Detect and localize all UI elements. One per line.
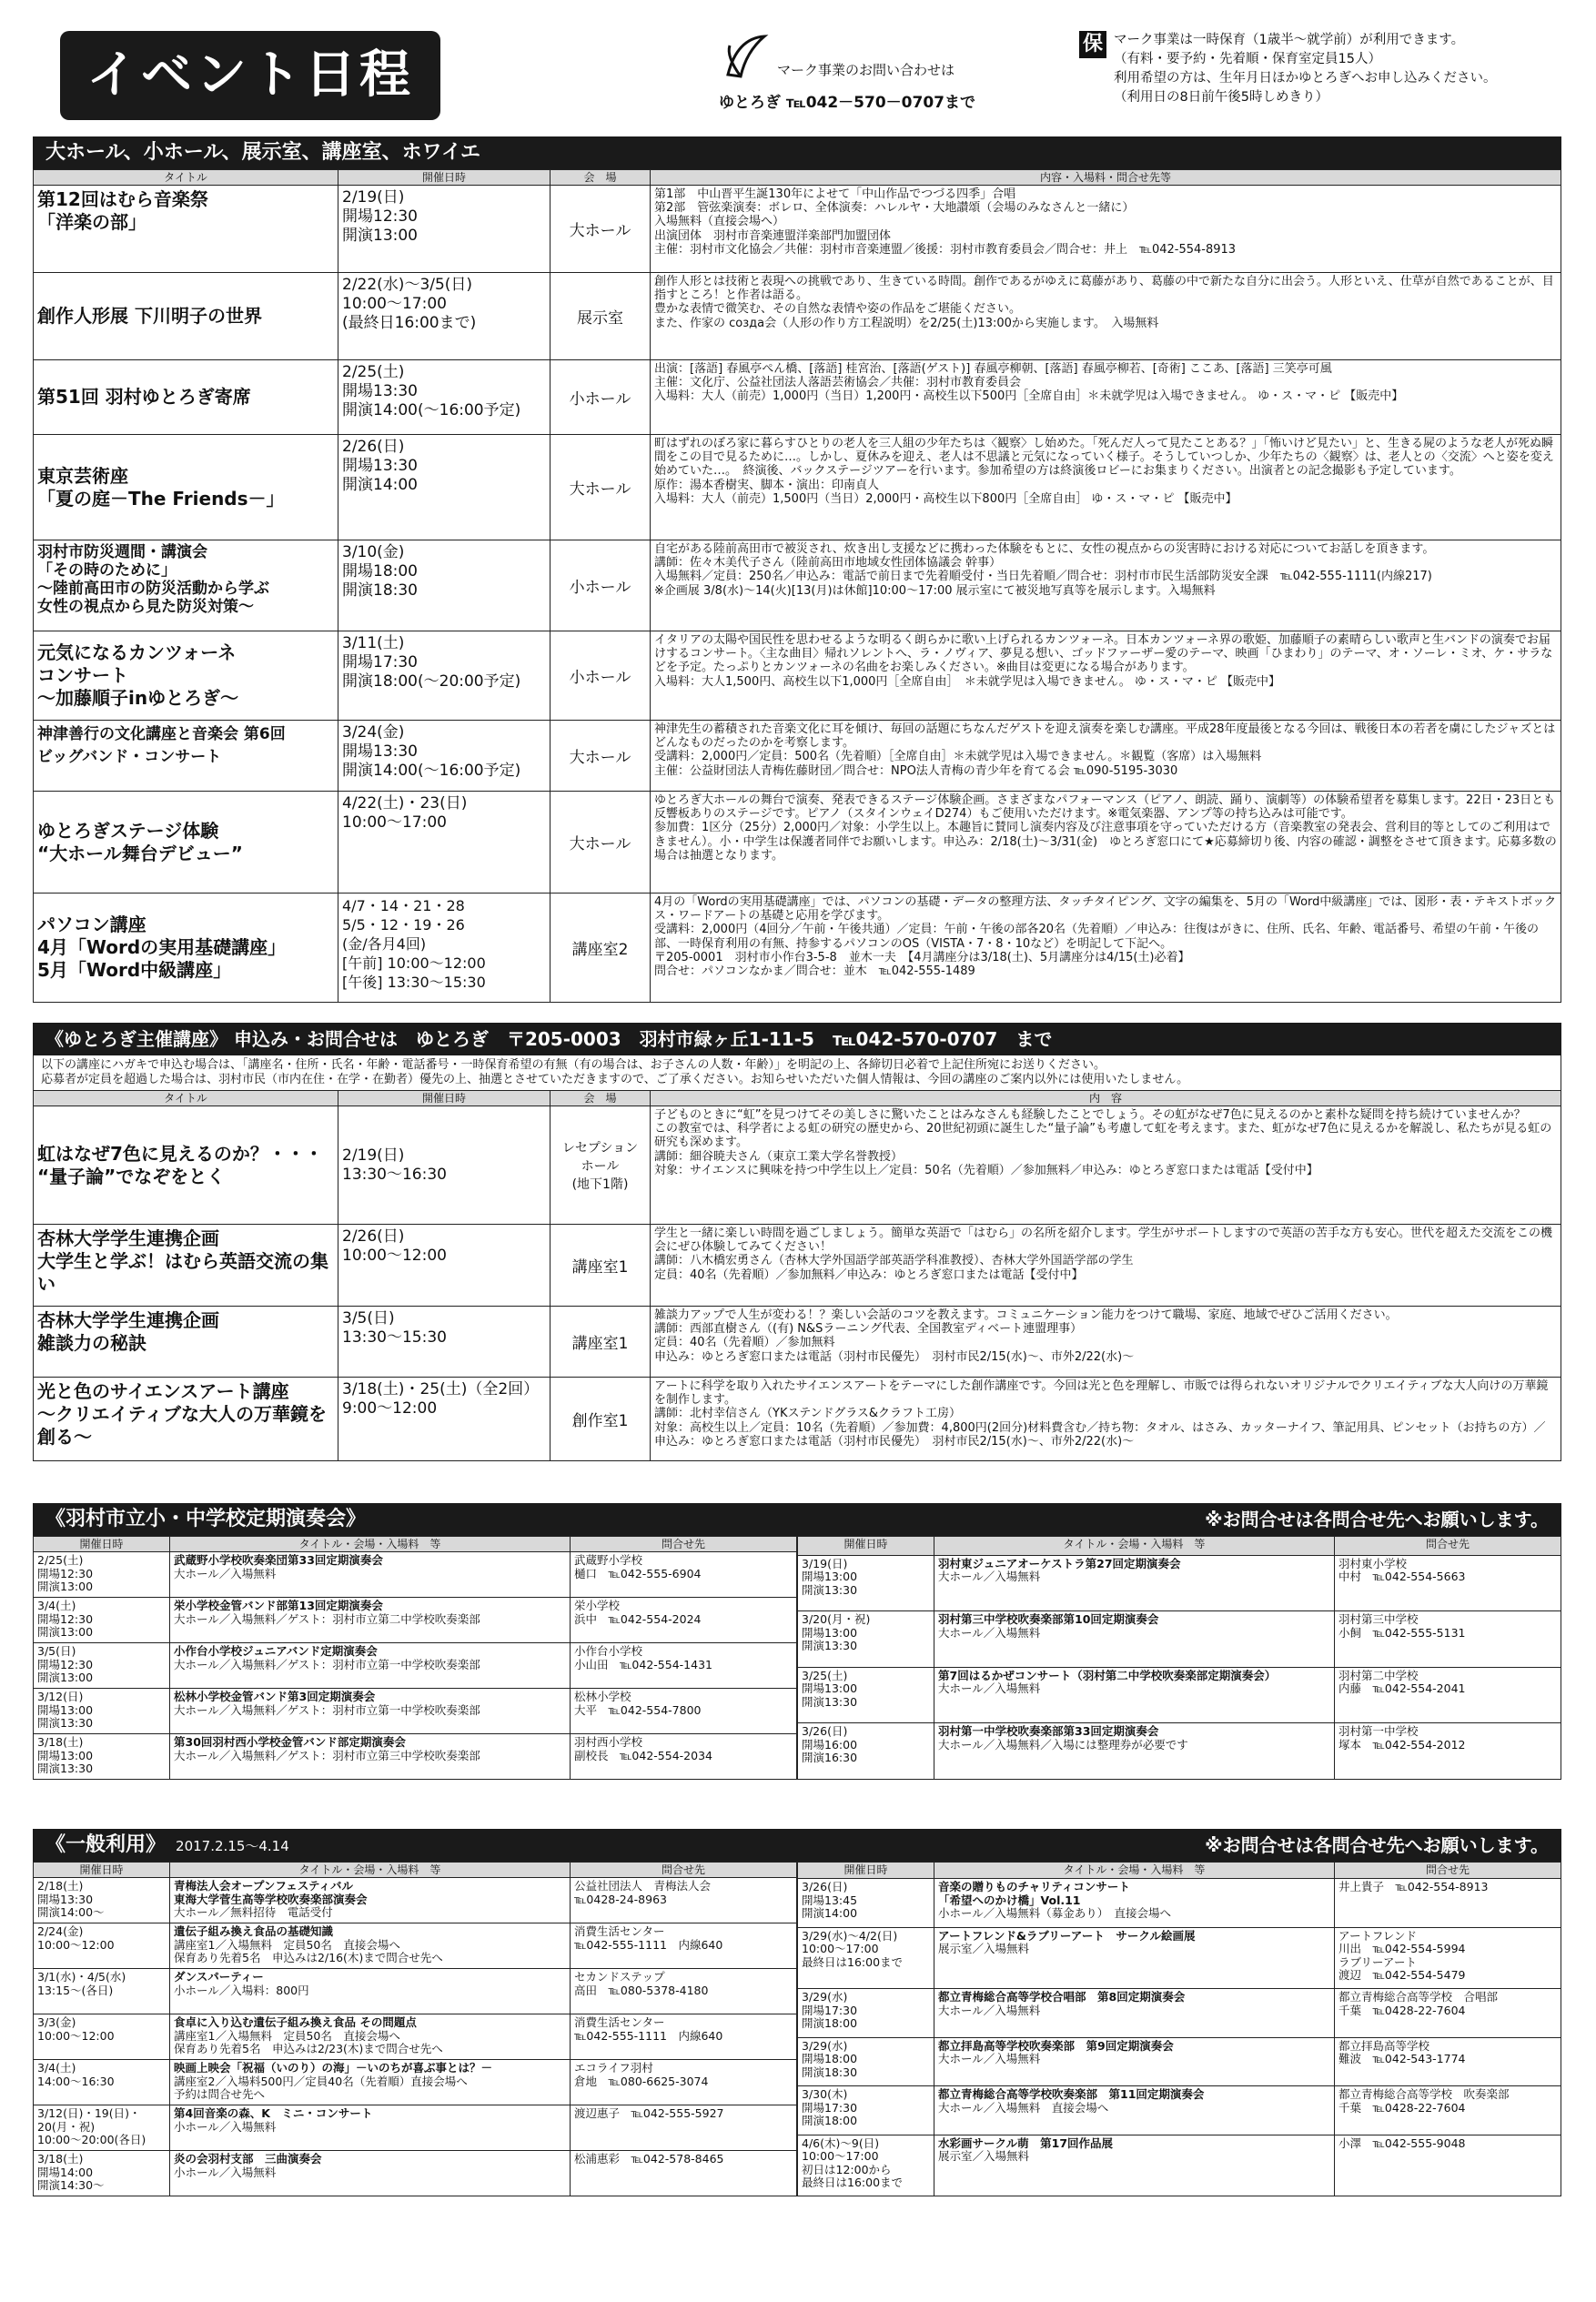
use-name: 食卓に入り込む遺伝子組み換え食品 その問題点 [174,2015,417,2029]
col-inquiry: 問合せ先 [1335,1863,1561,1879]
use-inquiry: 公益社団法人 青梅法人会 ℡0428-24-8963 [571,1878,797,1923]
table-row [34,1734,797,1780]
course-date: 3/18(土)・25(土)（全2回） 9:00～12:00 [338,1378,551,1461]
concert-name: 小作台小学校ジュニアバンド定期演奏会 [174,1644,378,1658]
general-period: 2017.2.15～4.14 [176,1838,289,1854]
col-date: 開催日時 [34,1537,170,1552]
course-content: アートに科学を取り入れたサイエンスアートをテーマにした創作講座です。今回は光と色を理解し、市販では得られないオリジナルでクリエイティブな大人向けの万華鏡を制作します。 講師：北村幸信さん（YKステンドグラス&クラフト工房） 対象：高校生以上／定員：10名（先着順）／参加費：4,800円(2回分)材料費含む／持ち物：タオル、はさみ、カッターナイフ、筆記用具、ピンセット（お持ちの方）／申込み：ゆとろぎ窓口または電話（羽村市民優先） 羽村市民2/15(水)～、市外2/22(水)～ [651,1378,1561,1461]
event-title: 第12回はむら音楽祭 「洋楽の部」 [34,186,338,273]
table-row [34,540,1561,631]
course-venue: レセプション ホール (地下1階) [551,1106,651,1225]
concert-inquiry: 羽村東小学校 中村 ℡042-554-5663 [1335,1555,1561,1611]
concert-inquiry: 栄小学校 浜中 ℡042-554-2024 [571,1598,797,1643]
section-yutorogi-courses [33,1023,1561,1461]
concert-name: 栄小学校金管バンド部第13回定期演奏会 [174,1599,383,1612]
table-row [34,1552,797,1598]
use-name: アートフレンド&ラブリーアート サークル絵画展 [938,1928,1196,1943]
concert-name: 武蔵野小学校吹奏楽団第33回定期演奏会 [174,1553,383,1567]
table-row [34,1923,797,1969]
course-date: 2/19(日) 13:30～16:30 [338,1106,551,1225]
col-title: タイトル [34,170,338,186]
leaf-mark-icon [719,29,773,84]
event-venue: 大ホール [551,792,651,894]
course-date: 2/26(日) 10:00～12:00 [338,1225,551,1307]
table-row [798,1989,1561,2037]
use-date: 3/12(日)・19(日)・ 20(月・祝) 10:00～20:00(各日) [34,2105,170,2151]
event-venue: 大ホール [551,186,651,273]
col-content: 内 容 [651,1091,1561,1106]
school-table-left [33,1536,797,1780]
childcare-mark-icon: 保 [1079,31,1106,58]
section-halls [33,136,1561,1003]
table-row [34,1225,1561,1307]
col-date: 開催日時 [338,170,551,186]
table-row [34,2060,797,2105]
use-detail: 大ホール／入場無料 [938,2003,1041,2017]
concert-inquiry: 羽村第一中学校 塚本 ℡042-554-2012 [1335,1723,1561,1780]
use-inquiry: 消費生活センター ℡042-555-1111 内線640 [571,1923,797,1969]
event-venue: 展示室 [551,273,651,360]
course-date: 3/5(日) 13:30～15:30 [338,1307,551,1378]
col-inquiry: 問合せ先 [1335,1537,1561,1556]
col-venue: 会 場 [551,1091,651,1106]
table-row [34,1307,1561,1378]
event-venue: 大ホール [551,435,651,540]
use-inquiry: 小澤 ℡042-555-9048 [1335,2135,1561,2196]
concert-inquiry: 羽村西小学校 副校長 ℡042-554-2034 [571,1734,797,1780]
course-content: 子どものときに“虹”を見つけてその美しさに驚いたことはみなさんも経験したことでしょう。その虹がなぜ7色に見えるのかと素朴な疑問を持ち続けていませんか？ この教室では、科学者による虹の研究の歴史から、20世紀初頭に誕生した“量子論”も考慮して虹を考えます。また、虹がなぜ7色に見えるかを解説し、私たちが見る虹の研究も深めます。 講師：細谷暁夫さん（東京工業大学名誉教授） 対象：サイエンスに興味を持つ中学生以上／定員：50名（先着順）／参加無料／申込み：ゆとろぎ窓口または電話【受付中】 [651,1106,1561,1225]
event-content: 第1部 中山晋平生誕130年によせて「中山作品でつづる四季」合唱 第2部 管弦楽演奏：ボレロ、全体演奏：ハレルヤ・大地讃頌（会場のみなさんと一緒に） 入場無料（直接会場へ） 出演団体 羽村市音楽連盟洋楽部門加盟団体 主催：羽村市文化協会／共催：羽村市音楽連盟／後援：羽村市教育委員会／問合せ：井上 ℡042-554-8913 [651,186,1561,273]
use-detail: 大ホール／無料招待 電話受付 [174,1905,333,1919]
general-table-right [797,1862,1561,2196]
use-date: 2/24(金) 10:00～12:00 [34,1923,170,1969]
use-detail: 大ホール／入場無料 直接会場へ [938,2100,1109,2115]
use-inquiry: 松浦惠彩 ℡042-578-8465 [571,2151,797,2196]
table-header [34,1091,1561,1106]
course-venue: 講座室1 [551,1307,651,1378]
event-title: 元気になるカンツォーネ コンサート ～加藤順子inゆとろぎ～ [34,631,338,721]
col-title: タイトル・会場・入場料 等 [170,1537,571,1552]
use-name: 第4回音楽の森、K ミニ・コンサート [174,2106,373,2120]
col-title: タイトル・会場・入場料 等 [934,1863,1335,1879]
use-date: 3/26(日) 開場13:45 開演14:00 [798,1879,934,1927]
course-venue: 講座室1 [551,1225,651,1307]
section-general-title [33,1829,1561,1862]
use-name: 都立拝島高等学校吹奏楽部 第9回定期演奏会 [938,2038,1174,2053]
event-venue: 小ホール [551,540,651,631]
table-row [34,2151,797,2196]
table-row [34,2105,797,2151]
use-date: 3/29(水)～4/2(日) 10:00～17:00 最終日は16:00まで [798,1927,934,1988]
course-title: 虹はなぜ7色に見えるのか？・・・ “量子論”でなぞをとく [34,1106,338,1225]
concert-detail: 大ホール／入場無料 [174,1566,277,1580]
concert-date: 3/20(月・祝) 開場13:00 開演13:30 [798,1611,934,1668]
concert-inquiry: 羽村第二中学校 内藤 ℡042-554-2041 [1335,1667,1561,1723]
use-inquiry: セカンドステップ 高田 ℡080-5378-4180 [571,1969,797,2014]
event-venue: 講座室2 [551,894,651,1003]
event-title: ゆとろぎステージ体験 “大ホール舞台デビュー” [34,792,338,894]
concert-detail: 大ホール／入場無料／ゲスト：羽村市立第一中学校吹奏楽部 [174,1657,480,1671]
concert-detail: 大ホール／入場無料 [938,1625,1041,1640]
courses-table [33,1090,1561,1461]
concert-date: 2/25(土) 開場12:30 開演13:00 [34,1552,170,1598]
event-date: 3/10(金) 開場18:00 開演18:30 [338,540,551,631]
use-name: 都立青梅総合高等学校合唱部 第8回定期演奏会 [938,1990,1186,2004]
table-row [798,2037,1561,2085]
school-title-text: 《羽村市立小・中学校定期演奏会》 [45,1508,367,1530]
concert-detail: 大ホール／入場無料／ゲスト：羽村市立第三中学校吹奏楽部 [174,1748,480,1762]
concert-inquiry: 羽村第三中学校 小飼 ℡042-555-5131 [1335,1611,1561,1668]
event-title: 東京芸術座 「夏の庭－The Friends－」 [34,435,338,540]
table-row [34,1598,797,1643]
use-detail: 小ホール／入場料：800円 [174,1983,309,1997]
concert-name: 第7回はるかぜコンサート（羽村第二中学校吹奏楽部定期演奏会） [938,1668,1277,1682]
concert-detail: 大ホール／入場無料／ゲスト：羽村市立第二中学校吹奏楽部 [174,1611,480,1626]
event-date: 2/26(日) 開場13:30 開演14:00 [338,435,551,540]
use-date: 4/6(木)～9(日) 10:00～17:00 初日は12:00から 最終日は16:00まで [798,2135,934,2196]
event-content: 出演：[落語] 春風亭ぺん橋、[落語] 桂宮治、[落語(ゲスト)] 春風亭柳朝、[落語] 春風亭柳若、[奇術] ここあ、[落語] 三笑亭可風 主催：文化庁、公益社団法人落語芸術協会／共催：羽村市教育委員会 入場料：大人（前売）1,000円（当日）1,200円・高校生以下500円［全席自由］＊未就学児は入場できません。 ゆ・ス・マ・ピ 【販売中】 [651,360,1561,435]
col-content: 内容・入場料・問合せ先等 [651,170,1561,186]
contact-line2: ゆとろぎ ℡042－570－0707まで [719,94,975,112]
concert-detail: 大ホール／入場無料／ゲスト：羽村市立第一中学校吹奏楽部 [174,1702,480,1717]
use-date: 3/3(金) 10:00～12:00 [34,2014,170,2060]
event-content: 神津先生の蓄積された音楽文化に耳を傾け、毎回の話題にちなんだゲストを迎え演奏を楽しむ講座。平成28年度最後となる今回は、戦後日本の若者を虜にしたジャズとはどんなものだったのかを考察します。 受講料：2,000円／定員：500名（先着順）［全席自由］＊未就学児は入場できません。＊観覧（客席）は入場無料 主催：公益財団法人青梅佐藤財団／問合せ：NPO法人青梅の青少年を育てる会 ℡090-5195-3030 [651,721,1561,792]
concert-date: 3/18(土) 開場13:00 開演13:30 [34,1734,170,1780]
use-inquiry: アートフレンド 川出 ℡042-554-5994 ラブリーアート 渡辺 ℡042-554-5479 [1335,1927,1561,1988]
table-row [34,1106,1561,1225]
table-row [798,1667,1561,1723]
page-title: イベント日程 [60,31,440,120]
table-header [34,170,1561,186]
use-inquiry: 都立拝島高等学校 難波 ℡042-543-1774 [1335,2037,1561,2085]
table-row [34,1378,1561,1461]
contact-line1: マーク事業のお問い合わせは [777,62,955,78]
use-date: 3/30(木) 開場17:30 開演18:00 [798,2086,934,2135]
event-title: 創作人形展 下川明子の世界 [34,273,338,360]
event-date: 3/11(土) 開場17:30 開演18:00(～20:00予定) [338,631,551,721]
use-detail: 小ホール／入場無料 [174,2165,277,2179]
use-detail: 展示室／入場無料 [938,1942,1030,1956]
event-date: 2/22(水)～3/5(日) 10:00～17:00 (最終日16:00まで) [338,273,551,360]
use-detail: 講座室1／入場無料 定員50名 直接会場へ 保育あり先着5名 申込みは2/23(木)まで問合せ先へ [174,2028,443,2055]
course-content: 雑談力アップで人生が変わる！？楽しい会話のコツを教えます。コミュニケーション能力をつけて職場、家庭、地域でぜひご活用ください。 講師：西部直樹さん（(有) N&Sラーニング代表、全国教室ディベート連盟理事） 定員：40名（先着順）／参加無料 申込み：ゆとろぎ窓口または電話（羽村市民優先） 羽村市民2/15(水)～、市外2/22(水)～ [651,1307,1561,1378]
event-date: 2/19(日) 開場12:30 開演13:00 [338,186,551,273]
concert-detail: 大ホール／入場無料／入場には整理券が必要です [938,1737,1188,1752]
section-school-title [33,1503,1561,1536]
halls-table [33,169,1561,1003]
use-date: 3/4(土) 14:00～16:30 [34,2060,170,2105]
course-title: 杏林大学学生連携企画 雑談力の秘訣 [34,1307,338,1378]
event-title: 神津善行の文化講座と音楽会 第6回 ビッグバンド・コンサート [34,721,338,792]
concert-name: 羽村第三中学校吹奏楽部第10回定期演奏会 [938,1612,1159,1627]
use-name: 炎の会羽村支部 三曲演奏会 [174,2152,322,2166]
event-content: 4月の「Wordの実用基礎講座」では、パソコンの基礎・データの整理方法、タッチタイピング、文字の編集を、5月の「Word中級講座」では、図形・表・テキストボックス・ワードアートの基礎と応用を学びます。 受講料：2,000円（4回分／午前・午後共通）／定員：午前・午後の部各20名（先着順）／申込み：往復はがきに、住所、氏名、年齢、電話番号、希望の午前・午後の部、一時保育利用の有無、持参するパソコンのOS（VISTA・7・8・10など）を明記して下記へ。 〒205-0001 羽村市小作台3-5-8 並木一夫 【4月講座分は3/18(土)、5月講座分は4/15(土)必着】 問合せ：パソコンなかま／問合せ：並木 ℡042-555-1489 [651,894,1561,1003]
table-row [34,631,1561,721]
table-row [34,792,1561,894]
concert-date: 3/25(土) 開場13:00 開演13:30 [798,1667,934,1723]
use-name: 遺伝子組み換え食品の基礎知識 [174,1924,334,1938]
use-inquiry: エコライフ羽村 倉地 ℡080-6625-3074 [571,2060,797,2105]
course-title: 杏林大学学生連携企画 大学生と学ぶ！はむら英語交流の集い [34,1225,338,1307]
table-row [798,1611,1561,1668]
concert-date: 3/19(日) 開場13:00 開演13:30 [798,1555,934,1611]
school-table-right [797,1536,1561,1780]
event-content: 自宅がある陸前高田市で被災され、炊き出し支援などに携わった体験をもとに、女性の視点からの災害時における対応についてお話しを頂きます。 講師：佐々木美代子さん（陸前高田市地域女性団体協議会 幹事） 入場無料／定員：250名／申込み：電話で前日まで先着順受付・当日先着順／問合せ：羽村市市民生活部防災安全課 ℡042-555-1111(内線217) ※企画展 3/8(水)～14(火)[13(月)は休館]10:00～17:00 展示室にて被災地写真等を展示します。入場無料 [651,540,1561,631]
use-date: 3/29(水) 開場18:00 開演18:30 [798,2037,934,2085]
course-title: 光と色のサイエンスアート講座 ～クリエイティブな大人の万華鏡を創る～ [34,1378,338,1461]
table-row [798,2135,1561,2196]
concert-inquiry: 松林小学校 大平 ℡042-554-7800 [571,1689,797,1734]
use-date: 2/18(土) 開場13:30 開演14:00～ [34,1878,170,1923]
event-title: 羽村市防災週間・講演会 「その時のために」 ～陸前高田市の防災活動から学ぶ 女性の視点から見た防災対策～ [34,540,338,631]
event-date: 4/7・14・21・28 5/5・12・19・26 (金/各月4回) [午前] 10:00～12:00 [午後] 13:30～15:30 [338,894,551,1003]
concert-date: 3/5(日) 開場12:30 開演13:00 [34,1643,170,1689]
use-detail: 講座室2／入場料500円／定員40名（先着順）直接会場へ 予約は問合せ先へ [174,2074,468,2101]
childcare-note [1079,31,1552,122]
event-content: ゆとろぎ大ホールの舞台で演奏、発表できるステージ体験企画。さまざまなパフォーマンス（ピアノ、朗読、踊り、演劇等）の体験希望者を募集します。22日・23日とも反響板ありのステージです。ピアノ（スタインウェイD274）もご使用いただけます。※電気楽器、アンプ等の持ち込みは可能です。 参加費：1区分（25分）2,000円／対象：小学生以上。本趣旨に賛同し演奏内容及び注意事項を守っていただける方（音楽教室の発表会、営利目的等としてのご利用はできません）。小・中学生は保護者同伴でお願いします。申込み：2/18(土)～3/31(金) ゆとろぎ窓口にて★応募締切り後、内容の確認・調整をさせて頂きます。応募多数の場合は抽選となります。 [651,792,1561,894]
use-inquiry: 井上貴子 ℡042-554-8913 [1335,1879,1561,1927]
courses-note: 以下の講座にハガキで申込む場合は、「講座名・住所・氏名・年齢・電話番号・一時保育希望の有無（有の場合は、お子さんの人数・年齢）」を明記の上、各締切日必着で上記住所宛にお送りください。 応募者が定員を超過した場合は、羽村市民（市内在住・在学・在勤者）優先の上、抽選とさせていただきますので、ご了承ください。お知らせいただいた個人情報は、今回の講座のご案内以外には使用いたしません。 [33,1055,1561,1090]
use-date: 3/1(水)・4/5(水) 13:15～(各日) [34,1969,170,2014]
use-detail: 小ホール／入場無料 [174,2119,277,2134]
event-title: 第51回 羽村ゆとろぎ寄席 [34,360,338,435]
use-detail: 講座室1／入場無料 定員50名 直接会場へ 保育あり先着5名 申込みは2/16(木)まで問合せ先へ [174,1937,443,1964]
col-title: タイトル・会場・入場料 等 [934,1537,1335,1556]
general-tables [33,1862,1561,2196]
table-row [34,186,1561,273]
general-table-left [33,1862,797,2196]
section-general-use [33,1829,1561,2196]
concert-inquiry: 武蔵野小学校 樋口 ℡042-555-6904 [571,1552,797,1598]
col-date: 開催日時 [34,1863,170,1878]
school-tables [33,1536,1561,1780]
general-title-text: 《一般利用》 [45,1833,157,1856]
use-name: 青梅法人会オープンフェスティバル 東海大学菅生高等学校吹奏楽部演奏会 [174,1879,368,1906]
event-venue: 小ホール [551,631,651,721]
table-row [34,1689,797,1734]
table-row [34,1878,797,1923]
table-row [34,894,1561,1003]
school-inquiry-note: ※お問合せは各問合せ先へお願いします。 [1205,1509,1549,1530]
course-venue: 創作室1 [551,1378,651,1461]
use-inquiry: 都立青梅総合高等学校 合唱部 千葉 ℡0428-22-7604 [1335,1989,1561,2037]
use-inquiry: 都立青梅総合高等学校 吹奏楽部 千葉 ℡0428-22-7604 [1335,2086,1561,2135]
table-row [34,721,1561,792]
col-inquiry: 問合せ先 [571,1537,797,1552]
table-row [34,360,1561,435]
use-name: ダンスパーティー [174,1970,264,1984]
table-row [798,2086,1561,2135]
concert-date: 3/4(土) 開場12:30 開演13:00 [34,1598,170,1643]
event-venue: 大ホール [551,721,651,792]
col-date: 開催日時 [798,1863,934,1879]
use-date: 3/29(水) 開場17:30 開演18:00 [798,1989,934,2037]
concert-inquiry: 小作台小学校 小山田 ℡042-554-1431 [571,1643,797,1689]
use-inquiry: 渡辺惠子 ℡042-555-5927 [571,2105,797,2151]
use-name: 水彩画サークル萌 第17回作品展 [938,2135,1114,2150]
col-title: タイトル・会場・入場料 等 [170,1863,571,1878]
mark-contact [719,29,1056,111]
childcare-text: マーク事業は一時保育（1歳半～就学前）が利用できます。 （有料・要予約・先着順・保育室定員15人） 利用希望の方は、生年月日ほかゆとろぎへお申し込みください。 （利用日の8日前午後5時しめきり） [1114,33,1497,105]
use-name: 映画上映会「祝福（いのり）の海」－いのちが喜ぶ事とは？－ [174,2061,493,2075]
concert-name: 羽村東ジュニアオーケストラ第27回定期演奏会 [938,1556,1181,1570]
general-inquiry-note: ※お問合せは各問合せ先へお願いします。 [1205,1834,1549,1856]
concert-name: 羽村第一中学校吹奏楽部第33回定期演奏会 [938,1724,1159,1739]
use-inquiry: 消費生活センター ℡042-555-1111 内線640 [571,2014,797,2060]
section-halls-title: 大ホール、小ホール、展示室、講座室、ホワイエ [33,136,1561,169]
course-content: 学生と一緒に楽しい時間を過ごしましょう。簡単な英語で「はむら」の名所を紹介します。学生がサポートしますので英語の苦手な方も安心。世代を超えた交流をこの機会にぜひ体験してみてください！ 講師：八木橋宏勇さん（杏林大学外国語学部英語学科准教授）、杏林大学外国語学部の学生 定員：40名（先着順）／参加無料／申込み：ゆとろぎ窓口または電話【受付中】 [651,1225,1561,1307]
section-courses-title: 《ゆとろぎ主催講座》 申込み・お問合せは ゆとろぎ 〒205-0003 羽村市緑ヶ丘1-11-5 ℡042-570-0707 まで [33,1023,1561,1055]
col-venue: 会 場 [551,170,651,186]
concert-date: 3/12(日) 開場13:00 開演13:30 [34,1689,170,1734]
event-title: パソコン講座 4月「Wordの実用基礎講座」 5月「Word中級講座」 [34,894,338,1003]
event-date: 4/22(土)・23(日) 10:00～17:00 [338,792,551,894]
col-date: 開催日時 [338,1091,551,1106]
table-row [798,1879,1561,1927]
concert-detail: 大ホール／入場無料 [938,1681,1041,1696]
event-date: 2/25(土) 開場13:30 開演14:00(～16:00予定) [338,360,551,435]
table-row [34,435,1561,540]
col-date: 開催日時 [798,1537,934,1556]
concert-name: 松林小学校金管バンド第3回定期演奏会 [174,1690,376,1703]
col-inquiry: 問合せ先 [571,1863,797,1878]
event-venue: 小ホール [551,360,651,435]
concert-detail: 大ホール／入場無料 [938,1570,1041,1584]
event-date: 3/24(金) 開場13:30 開演14:00(～16:00予定) [338,721,551,792]
event-content: イタリアの太陽や国民性を思わせるような明るく朗らかに歌い上げられるカンツォーネ。日本カンツォーネ界の歌姫、加藤順子の素晴らしい歌声と生バンドの演奏でお届けするコンサート。〈主な曲目〉帰れソレントへ、ラ・ノヴィア、夢見る想い、ゴッドファーザー愛のテーマ、映画「ひまわり」のテーマ、オ・ソーレ・ミオ、ケ・サラなどを予定。たっぷりとカンツォーネの名曲をお楽しみください。※曲目は変更になる場合があります。 入場料：大人1,500円、高校生以下1,000円［全席自由］ ＊未就学児は入場できません。 ゆ・ス・マ・ピ 【販売中】 [651,631,1561,721]
use-date: 3/18(土) 開場14:00 開演14:30～ [34,2151,170,2196]
table-row [798,1723,1561,1780]
table-row [798,1555,1561,1611]
concert-name: 第30回羽村西小学校金管バンド部定期演奏会 [174,1735,406,1749]
table-row [34,1643,797,1689]
event-content: 町はずれのぼろ家に暮らすひとりの老人を三人組の少年たちは〈観察〉し始めた。「死んだ人って見たことある？」「怖いけど見たい」と、生きる屍のような老人が死ぬ瞬間をこの目で見るために…。しかし、夏休みを迎え、老人は不思議と元気になっていく様子。そうしていつしか、少年たちの〈観察〉は、老人との〈交流〉へと姿を変え始めていた…。 終演後、バックステージツアーを行います。参加希望の方は終演後ロビーにお集まりください。出演者との記念撮影も予定しています。 原作：湯本香樹実、脚本・演出：印南貞人 入場料：大人（前売）1,500円（当日）2,000円・高校生以下800円［全席自由］ ゆ・ス・マ・ピ 【販売中】 [651,435,1561,540]
table-row [34,1969,797,2014]
use-detail: 展示室／入場無料 [938,2149,1030,2164]
use-detail: 大ホール／入場無料 [938,2052,1041,2066]
use-name: 都立青梅総合高等学校吹奏楽部 第11回定期演奏会 [938,2087,1205,2102]
use-detail: 小ホール／入場無料（募金あり） 直接会場へ [938,1906,1172,1921]
use-name: 音楽の贈りものチャリティコンサート 「希望へのかけ橋」Vol.11 [938,1880,1130,1907]
section-school-concerts [33,1503,1561,1780]
table-row [34,273,1561,360]
table-row [34,2014,797,2060]
table-row [798,1927,1561,1988]
concert-date: 3/26(日) 開場16:00 開演16:30 [798,1723,934,1780]
event-content: 創作人形とは技術と表現への挑戦であり、生きている時間。創作であるがゆえに葛藤があり、葛藤の中で新たな自分に出会う。人形といえ、仕草が自然であることが、目指すところ！と作者は語る。 豊かな表情で微笑む、その自然な表情や姿の作品をご堪能ください。 また、作家の созда会（人形の作り方工程説明）を2/25(土)13:00から実施します。 入場無料 [651,273,1561,360]
col-title: タイトル [34,1091,338,1106]
